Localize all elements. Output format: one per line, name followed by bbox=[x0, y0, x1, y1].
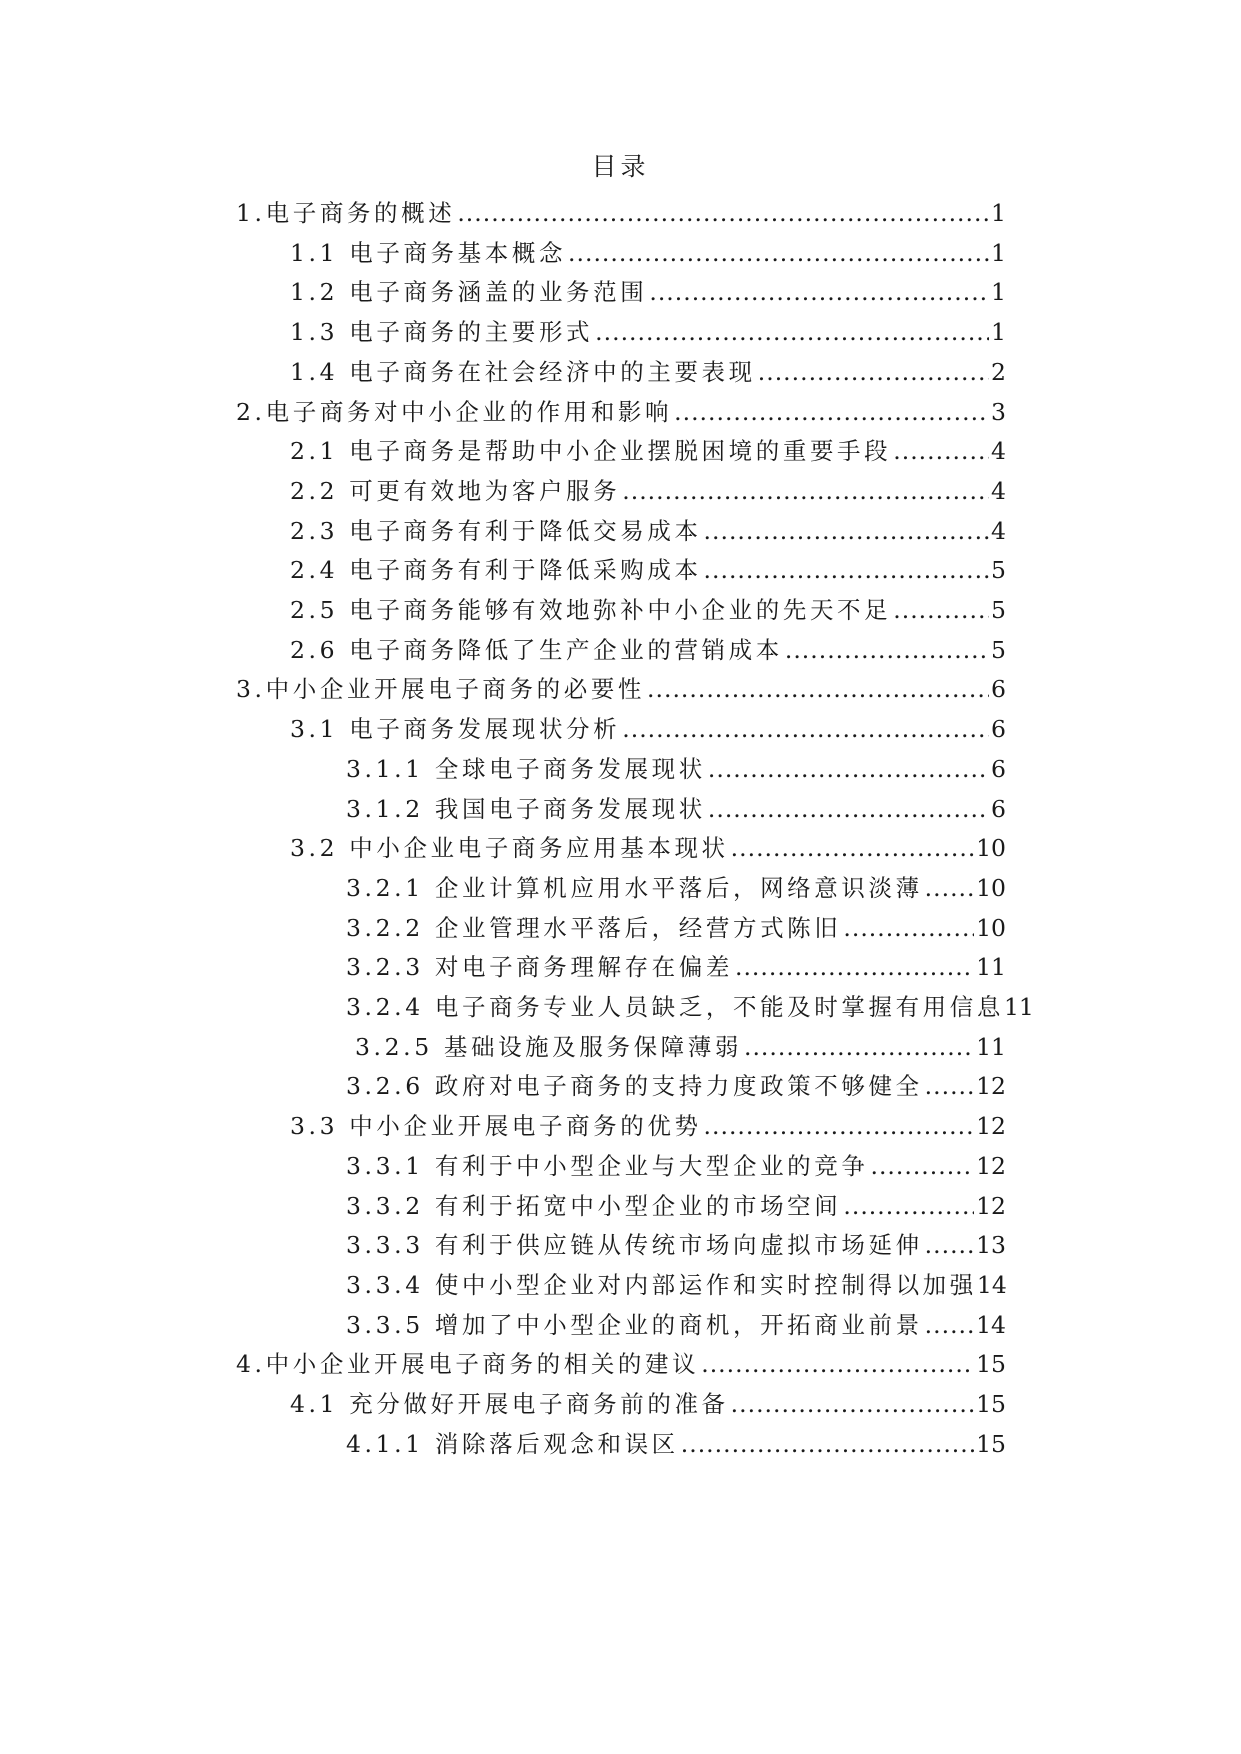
toc-entry-page: 12 bbox=[976, 1072, 1006, 1101]
toc-entry-page: 12 bbox=[976, 1191, 1006, 1220]
toc-entry-text: 2.3 电子商务有利于降低交易成本 bbox=[290, 516, 702, 545]
toc-entry-page: 12 bbox=[976, 1151, 1006, 1180]
toc-entry[interactable] bbox=[355, 1030, 1006, 1064]
toc-leader-dots bbox=[731, 1387, 974, 1421]
toc-entry-page: 15 bbox=[976, 1350, 1006, 1379]
toc-entry-page: 14 bbox=[976, 1310, 1006, 1339]
toc-entry[interactable] bbox=[346, 1427, 1006, 1461]
toc-entry-page: 3 bbox=[991, 397, 1006, 426]
toc-entry[interactable] bbox=[290, 275, 1006, 309]
toc-entry-text: 1.电子商务的概述 bbox=[236, 199, 456, 227]
toc-entry[interactable] bbox=[346, 950, 1006, 984]
toc-entry-text: 2.电子商务对中小企业的作用和影响 bbox=[236, 397, 673, 426]
toc-leader-dots bbox=[925, 1069, 974, 1103]
toc-entry[interactable] bbox=[346, 911, 1006, 945]
toc-entry-text: 2.6 电子商务降低了生产企业的营销成本 bbox=[290, 635, 783, 664]
toc-leader-dots bbox=[647, 672, 989, 706]
toc-entry-page: 2 bbox=[991, 357, 1006, 386]
toc-entry-page: 4 bbox=[991, 516, 1006, 545]
toc-entry[interactable] bbox=[236, 1347, 1006, 1381]
toc-entry[interactable] bbox=[346, 990, 1034, 1024]
toc-entry-page: 5 bbox=[991, 596, 1006, 624]
toc-entry-text: 2.5 电子商务能够有效地弥补中小企业的先天不足 bbox=[290, 596, 892, 624]
toc-leader-dots bbox=[893, 593, 989, 627]
toc-entry[interactable] bbox=[290, 712, 1006, 746]
toc-entry-page: 11 bbox=[976, 1032, 1006, 1061]
toc-entry[interactable] bbox=[290, 633, 1006, 667]
toc-entry-text: 1.4 电子商务在社会经济中的主要表现 bbox=[290, 357, 756, 386]
toc-entry-page: 5 bbox=[991, 556, 1006, 585]
toc-entry[interactable] bbox=[290, 434, 1006, 468]
toc-entry[interactable] bbox=[290, 355, 1006, 389]
toc-entry[interactable] bbox=[346, 1149, 1006, 1183]
toc-entry-text: 3.3.4 使中小型企业对内部运作和实时控制得以加强 bbox=[346, 1270, 977, 1299]
toc-entry[interactable] bbox=[290, 1109, 1006, 1143]
toc-entry-page: 1 bbox=[991, 318, 1006, 347]
toc-entry[interactable] bbox=[290, 474, 1006, 508]
toc-entry[interactable] bbox=[346, 1308, 1006, 1342]
toc-entry-text: 3.3.5 增加了中小型企业的商机，开拓商业前景 bbox=[346, 1310, 923, 1339]
toc-entry[interactable] bbox=[346, 1268, 1007, 1302]
toc-entry-text: 1.3 电子商务的主要形式 bbox=[290, 318, 594, 347]
toc-leader-dots bbox=[843, 911, 974, 945]
toc-entry-text: 3.2 中小企业电子商务应用基本现状 bbox=[290, 834, 729, 863]
toc-leader-dots bbox=[843, 1189, 974, 1223]
toc-entry-text: 2.4 电子商务有利于降低采购成本 bbox=[290, 556, 702, 585]
toc-leader-dots bbox=[708, 752, 989, 786]
toc-entry-page: 14 bbox=[976, 1270, 1007, 1299]
toc-leader-dots bbox=[870, 1149, 974, 1183]
toc-entry[interactable] bbox=[346, 1189, 1006, 1223]
toc-entry-text: 4.中小企业开展电子商务的相关的建议 bbox=[236, 1350, 700, 1379]
toc-entry[interactable] bbox=[236, 395, 1006, 429]
toc-entry-page: 10 bbox=[976, 834, 1006, 863]
toc-leader-dots bbox=[758, 355, 989, 389]
toc-entry-text: 3.3.1 有利于中小型企业与大型企业的竞争 bbox=[346, 1151, 869, 1180]
toc-leader-dots bbox=[649, 275, 989, 309]
toc-entry[interactable] bbox=[346, 1069, 1006, 1103]
toc-entry-page: 12 bbox=[976, 1112, 1006, 1141]
toc-entry[interactable] bbox=[290, 593, 1006, 627]
toc-entry-text: 3.1.1 全球电子商务发展现状 bbox=[346, 754, 706, 783]
toc-entry-page: 5 bbox=[991, 635, 1006, 664]
toc-entry-text: 1.2 电子商务涵盖的业务范围 bbox=[290, 278, 648, 307]
toc-leader-dots bbox=[595, 315, 989, 349]
toc-entry-page: 6 bbox=[991, 754, 1006, 783]
toc-entry-page: 1 bbox=[991, 238, 1006, 267]
toc-leader-dots bbox=[731, 831, 974, 865]
toc-entry-text: 3.2.6 政府对电子商务的支持力度政策不够健全 bbox=[346, 1072, 923, 1101]
toc-leader-dots bbox=[457, 196, 989, 230]
toc-leader-dots bbox=[744, 1030, 974, 1064]
toc-entry-page: 1 bbox=[991, 199, 1006, 227]
toc-entry[interactable] bbox=[346, 792, 1006, 826]
toc-entry-text: 3.3.3 有利于供应链从传统市场向虚拟市场延伸 bbox=[346, 1231, 923, 1260]
toc-entry[interactable] bbox=[346, 752, 1006, 786]
toc-entry-page: 13 bbox=[976, 1231, 1006, 1260]
toc-entry-text: 3.2.3 对电子商务理解存在偏差 bbox=[346, 953, 733, 982]
toc-entry-page: 15 bbox=[976, 1390, 1006, 1418]
toc-entry-page: 6 bbox=[991, 715, 1006, 744]
toc-entry-page: 6 bbox=[991, 794, 1006, 823]
toc-entry[interactable] bbox=[290, 1387, 1006, 1421]
toc-entry-page: 11 bbox=[1003, 993, 1034, 1021]
toc-entry-text: 3.3 中小企业开展电子商务的优势 bbox=[290, 1112, 702, 1141]
toc-leader-dots bbox=[622, 712, 989, 746]
toc-leader-dots bbox=[925, 871, 974, 905]
toc-leader-dots bbox=[681, 1427, 974, 1461]
toc-entry[interactable] bbox=[290, 514, 1006, 548]
toc-leader-dots bbox=[674, 395, 989, 429]
toc-entry[interactable] bbox=[290, 315, 1006, 349]
toc-leader-dots bbox=[704, 514, 990, 548]
toc-entry[interactable] bbox=[346, 871, 1006, 905]
toc-leader-dots bbox=[708, 792, 989, 826]
toc-entry-text: 3.中小企业开展电子商务的必要性 bbox=[236, 675, 646, 704]
toc-entry-text: 2.1 电子商务是帮助中小企业摆脱困境的重要手段 bbox=[290, 437, 892, 466]
toc-leader-dots bbox=[568, 236, 989, 270]
toc-leader-dots bbox=[785, 633, 989, 667]
toc-entry-text: 4.1 充分做好开展电子商务前的准备 bbox=[290, 1390, 729, 1418]
toc-entry-text: 3.2.1 企业计算机应用水平落后，网络意识淡薄 bbox=[346, 873, 923, 902]
toc-entry-page: 1 bbox=[991, 278, 1006, 307]
toc-entry-text: 3.2.2 企业管理水平落后，经营方式陈旧 bbox=[346, 913, 842, 942]
toc-entry[interactable] bbox=[290, 553, 1006, 587]
toc-leader-dots bbox=[893, 434, 989, 468]
toc-entry-text: 1.1 电子商务基本概念 bbox=[290, 238, 567, 267]
toc-leader-dots bbox=[704, 1109, 975, 1143]
toc-entry-text: 3.2.4 电子商务专业人员缺乏，不能及时掌握有用信息 bbox=[346, 993, 1004, 1021]
toc-entry-text: 3.3.2 有利于拓宽中小型企业的市场空间 bbox=[346, 1191, 842, 1220]
toc-entry-text: 2.2 可更有效地为客户服务 bbox=[290, 476, 621, 505]
toc-entry-page: 11 bbox=[976, 953, 1006, 982]
toc-entry-page: 4 bbox=[991, 437, 1006, 466]
toc-entry[interactable] bbox=[346, 1228, 1006, 1262]
toc-entry[interactable] bbox=[236, 196, 1006, 230]
toc-entry[interactable] bbox=[290, 236, 1006, 270]
toc-entry-text: 3.1.2 我国电子商务发展现状 bbox=[346, 794, 706, 823]
toc-entry-page: 4 bbox=[991, 476, 1006, 505]
toc-entry[interactable] bbox=[290, 831, 1006, 865]
toc-leader-dots bbox=[704, 553, 990, 587]
toc-entry-page: 10 bbox=[976, 873, 1006, 902]
toc-leader-dots bbox=[925, 1228, 974, 1262]
toc-entry[interactable] bbox=[236, 672, 1006, 706]
toc-entry-text: 4.1.1 消除落后观念和误区 bbox=[346, 1429, 679, 1458]
toc-entry-page: 15 bbox=[976, 1429, 1006, 1458]
toc-entry-page: 6 bbox=[991, 675, 1006, 704]
toc-entry-page: 10 bbox=[976, 913, 1006, 942]
toc-leader-dots bbox=[925, 1308, 974, 1342]
toc-entry-text: 3.2.5 基础设施及服务保障薄弱 bbox=[355, 1032, 742, 1061]
toc-leader-dots bbox=[735, 950, 974, 984]
toc-leader-dots bbox=[701, 1347, 974, 1381]
toc-entry-text: 3.1 电子商务发展现状分析 bbox=[290, 715, 621, 744]
toc-title: 目录 bbox=[591, 152, 650, 181]
toc-leader-dots bbox=[622, 474, 989, 508]
